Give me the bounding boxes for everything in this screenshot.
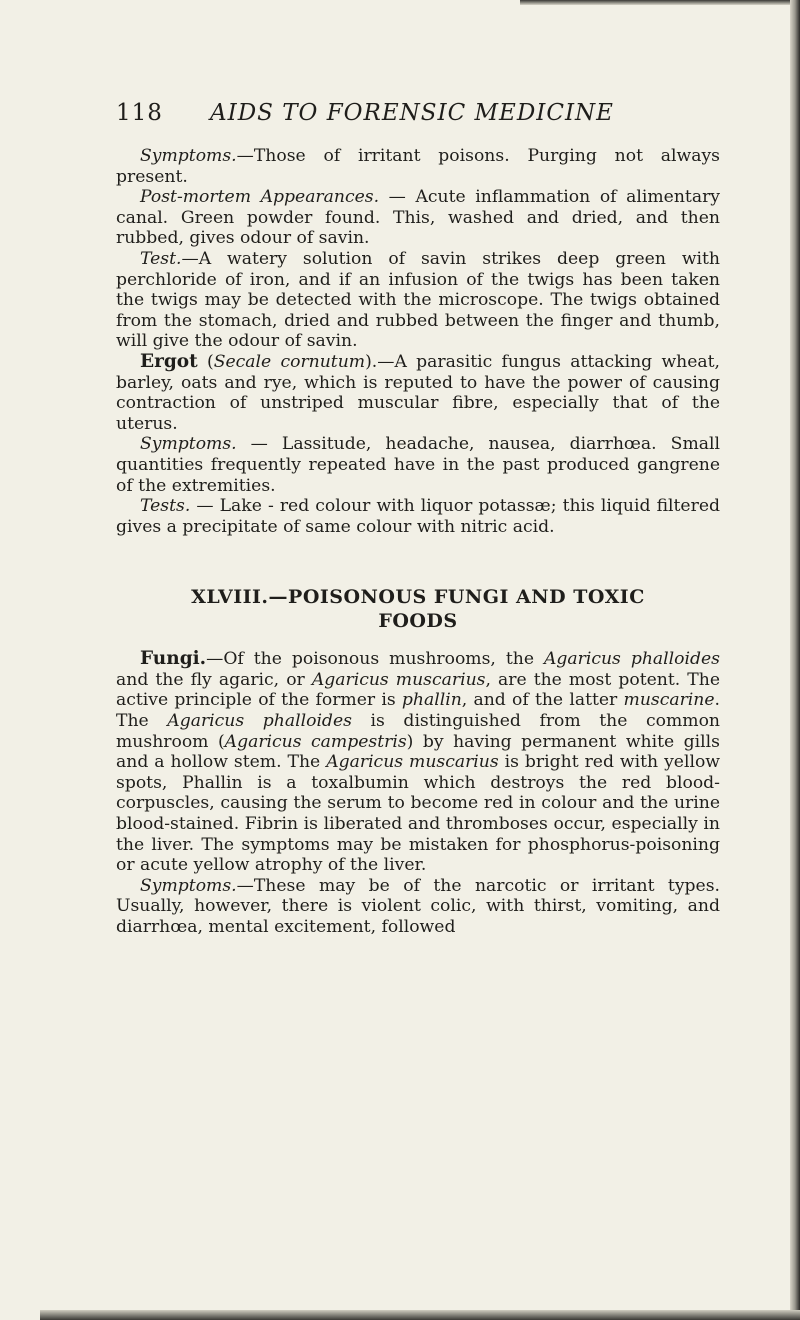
- page-edge-right: [790, 0, 800, 1320]
- paragraph-text: —Of the poisonous mushrooms, the: [206, 649, 544, 670]
- paragraph-text: , are the most potent. The active principle of the former is: [116, 669, 720, 711]
- savin-test-paragraph: [116, 249, 720, 352]
- paragraph-text: and the fly agaric, or: [116, 669, 312, 690]
- running-head: [116, 100, 720, 126]
- fungi-heading: Fungi.: [140, 648, 207, 670]
- ergot-tests-paragraph: [116, 496, 720, 537]
- symptoms-label: Symptoms.: [140, 146, 237, 166]
- paragraph-text: , and of the latter: [461, 690, 624, 711]
- postmortem-label: Post-mortem Appearances.: [140, 187, 380, 208]
- paragraph-text: is distinguished from the common mushroom (: [116, 711, 720, 752]
- paragraph-text: — Acute inflammation of alimentary canal. Green powder found. This, washed and dried, and then rubbed, gives odour of savin.: [116, 187, 721, 249]
- paragraph-text: — Lake - red colour with liquor potassæ; this liquid filtered gives a precipitate of same colour with nitric acid.: [116, 496, 720, 537]
- ergot-paragraph: [116, 352, 720, 434]
- book-title: AIDS TO FORENSIC MEDICINE: [210, 100, 614, 126]
- paragraph-text: —A watery solution of savin strikes deep green with perchloride of iron, and if an infusion of the twigs has been taken the twigs may be detected with the microscope. The twigs obtained from the stomach, dried and rubbed between the finger and thumb, will give the odour of savin.: [116, 248, 720, 352]
- paragraph-text: —These may be of the narcotic or irritant types. Usually, however, there is violent colic, with thirst, vomiting, and diarrhœa, mental excitement, followed: [116, 875, 720, 937]
- tests-label: Tests.: [140, 496, 191, 517]
- toxin-name: muscarine: [623, 690, 715, 711]
- paragraph-text: is bright red with yellow spots, Phallin is a toxalbumin which destroys the red blood-corpuscles, causing the serum to become red in colour and the urine blood-stained. Fibrin is liberated and thromboses occur, especially in the liver. The symptoms may be mistaken for phosphorus-poisoning or acute yellow atrophy of the liver.: [116, 752, 720, 876]
- species-name: Agaricus muscarius: [326, 752, 499, 773]
- paragraph-text: ).—A parasitic fungus attacking wheat, barley, oats and rye, which is reputed to have the power of causing contraction of unstriped muscular fibre, especially that of the uterus.: [116, 351, 721, 434]
- ergot-symptoms-paragraph: [116, 434, 720, 496]
- species-name: Agaricus campestris: [224, 731, 407, 752]
- paragraph-text: . The: [116, 690, 720, 732]
- fungi-symptoms-paragraph: [116, 876, 720, 938]
- paragraph-text: ) by having permanent white gills and a hollow stem. The: [116, 731, 720, 773]
- symptoms-label: Symptoms.: [140, 875, 237, 896]
- paragraph-text: —Those of irritant poisons. Purging not always present.: [116, 146, 720, 187]
- species-name: Agaricus phalloides: [543, 649, 720, 670]
- page-edge-bottom: [40, 1310, 800, 1320]
- section-heading: [116, 585, 720, 633]
- page-content: [116, 100, 720, 938]
- ergot-heading: Ergot: [140, 350, 198, 372]
- paragraph-text: — Lassitude, headache, nausea, diarrhœa. Small quantities frequently repeated have in the past produced gangrene of the extremities.: [116, 434, 720, 496]
- test-label: Test.: [140, 248, 182, 269]
- savin-postmortem-paragraph: [116, 187, 720, 249]
- species-name: Agaricus phalloides: [167, 711, 352, 732]
- page-edge-top: [520, 0, 800, 5]
- species-name: Agaricus muscarius: [311, 669, 486, 690]
- savin-symptoms-paragraph: [116, 146, 720, 187]
- section-heading-line: XLVIII.—POISONOUS FUNGI AND TOXIC: [191, 586, 645, 609]
- fungi-paragraph: [116, 649, 720, 876]
- symptoms-label: Symptoms.: [140, 434, 237, 455]
- toxin-name: phallin: [401, 690, 462, 711]
- paragraph-text: (: [197, 351, 214, 372]
- ergot-latin-name: Secale cornutum: [213, 351, 366, 372]
- page-number: 118: [116, 100, 163, 126]
- section-heading-line: FOODS: [378, 610, 458, 633]
